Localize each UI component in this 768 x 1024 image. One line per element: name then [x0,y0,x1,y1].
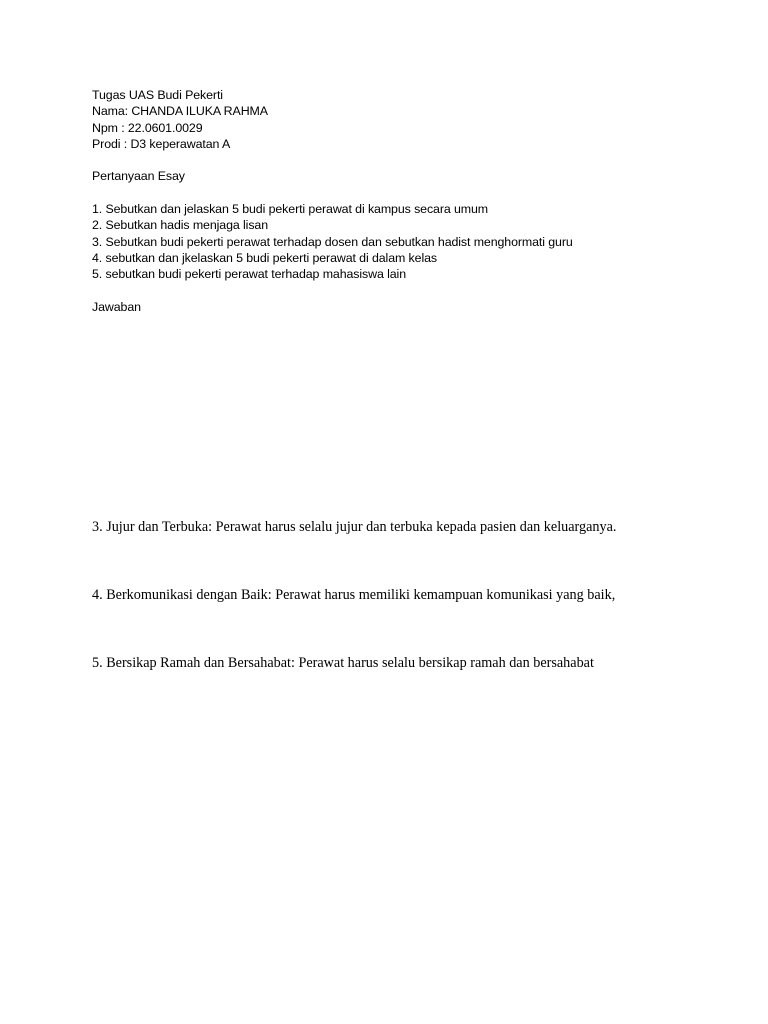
answers-heading: Jawaban [92,299,141,314]
spacer [92,185,573,201]
student-name: Nama: CHANDA ILUKA RAHMA [92,104,268,119]
student-npm: Npm : 22.0601.0029 [92,120,203,135]
document-title: Tugas UAS Budi Pekerti [92,88,223,102]
question-item: 2. Sebutkan hadis menjaga lisan [92,218,268,233]
student-prodi: Prodi : D3 keperawatan A [92,136,231,151]
question-item: 3. Sebutkan budi pekerti perawat terhadap dosen dan sebutkan hadist menghormati guru [92,234,573,249]
question-item: 1. Sebutkan dan jelaskan 5 budi pekerti perawat di kampus secara umum [92,202,489,217]
document-header-block [92,87,573,315]
question-item: 5. sebutkan budi pekerti perawat terhadap mahasiswa lain [92,267,406,282]
questions-heading: Pertanyaan Esay [92,169,185,184]
answer-item: 4. Berkomunikasi dengan Baik: Perawat harus memiliki kemampuan komunikasi yang baik, [92,587,616,603]
answer-item: 3. Jujur dan Terbuka: Perawat harus selalu jujur dan terbuka kepada pasien dan keluarganya. [92,519,617,535]
answer-item: 5. Bersikap Ramah dan Bersahabat: Perawat harus selalu bersikap ramah dan bersahabat [92,655,594,671]
question-item: 4. sebutkan dan jkelaskan 5 budi pekerti perawat di dalam kelas [92,250,437,265]
spacer [92,283,573,299]
spacer [92,152,573,168]
